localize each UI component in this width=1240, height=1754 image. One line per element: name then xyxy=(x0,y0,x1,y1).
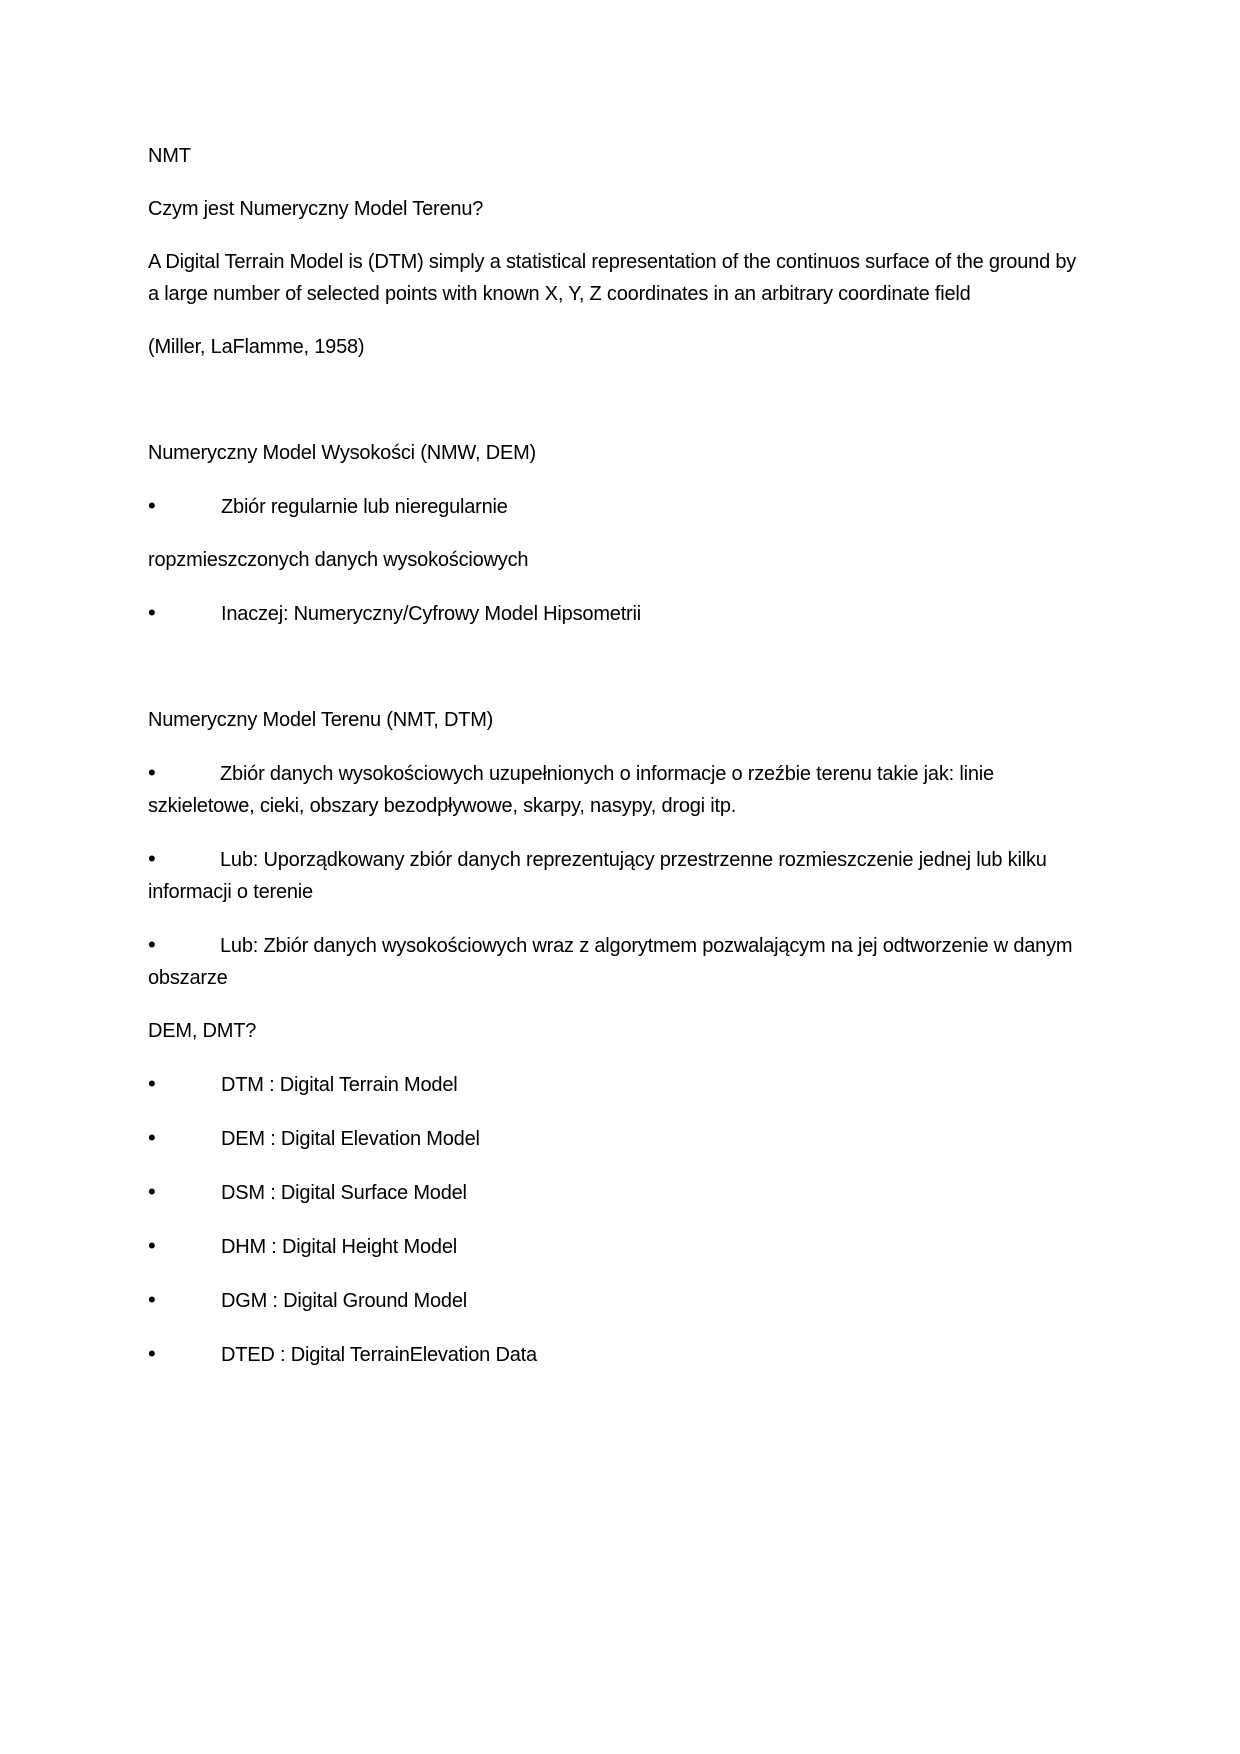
nmt-bullet-1-text: Zbiór danych wysokościowych uzupełnionych o informacje o rzeźbie terenu takie jak: linie szkieletowe, cieki, obszary bezodpływowe, skarpy, nasypy, drogi itp. xyxy=(148,763,994,817)
acronym-item-dhm xyxy=(148,1230,1088,1263)
nmw-bullet-2 xyxy=(148,597,1088,630)
document-title: NMT xyxy=(148,145,191,167)
acronym-item-text: DHM : Digital Height Model xyxy=(221,1236,457,1258)
bullet-icon xyxy=(148,757,220,789)
nmw-bullet-1-text: Zbiór regularnie lub nieregularnie xyxy=(221,496,508,518)
bullet-icon xyxy=(148,1284,221,1316)
nmt-heading: Numeryczny Model Terenu (NMT, DTM) xyxy=(148,709,494,731)
acronym-item-dted xyxy=(148,1338,1088,1371)
bullet-icon xyxy=(148,1338,221,1370)
bullet-icon xyxy=(148,1176,221,1208)
spacer xyxy=(148,651,1088,704)
bullet-icon xyxy=(148,1068,221,1100)
nmw-heading: Numeryczny Model Wysokości (NMW, DEM) xyxy=(148,442,537,464)
acronym-item-text: DEM : Digital Elevation Model xyxy=(221,1128,480,1150)
acronym-item-dtm xyxy=(148,1068,1088,1101)
nmt-bullet-3-text: Lub: Zbiór danych wysokościowych wraz z algorytmem pozwalającym na jej odtworzenie w danym obszarze xyxy=(148,935,1073,989)
acronym-item-text: DSM : Digital Surface Model xyxy=(221,1182,467,1204)
acronym-item-dem xyxy=(148,1122,1088,1155)
nmw-bullet-1 xyxy=(148,490,1088,523)
bullet-icon xyxy=(148,1122,221,1154)
nmw-bullet-2-text: Inaczej: Numeryczny/Cyfrowy Model Hipsometrii xyxy=(221,603,642,625)
definition-paragraph: A Digital Terrain Model is (DTM) simply a statistical representation of the continuos surface of the ground by a large number of selected points with known X, Y, Z coordinates in an arbitrary coordinate field xyxy=(148,251,1077,305)
nmt-bullet-2-text: Lub: Uporządkowany zbiór danych reprezentujący przestrzenne rozmieszczenie jednej lub kilku informacji o terenie xyxy=(148,849,1047,903)
bullet-icon xyxy=(148,1230,221,1262)
bullet-icon xyxy=(148,843,220,875)
acronyms-heading: DEM, DMT? xyxy=(148,1020,257,1042)
nmw-continuation: ropzmieszczonych danych wysokościowych xyxy=(148,549,529,571)
citation: (Miller, LaFlamme, 1958) xyxy=(148,336,365,358)
document-page xyxy=(148,140,1088,1392)
nmt-bullet-3 xyxy=(148,929,1088,994)
nmt-bullet-1 xyxy=(148,757,1088,822)
acronym-item-dgm xyxy=(148,1284,1088,1317)
bullet-icon xyxy=(148,490,221,522)
acronym-item-text: DTM : Digital Terrain Model xyxy=(221,1074,458,1096)
bullet-icon xyxy=(148,929,220,961)
question-heading: Czym jest Numeryczny Model Terenu? xyxy=(148,198,484,220)
acronym-item-dsm xyxy=(148,1176,1088,1209)
bullet-icon xyxy=(148,597,221,629)
acronym-item-text: DTED : Digital TerrainElevation Data xyxy=(221,1344,537,1366)
nmt-bullet-2 xyxy=(148,843,1088,908)
spacer xyxy=(148,384,1088,437)
acronym-item-text: DGM : Digital Ground Model xyxy=(221,1290,468,1312)
